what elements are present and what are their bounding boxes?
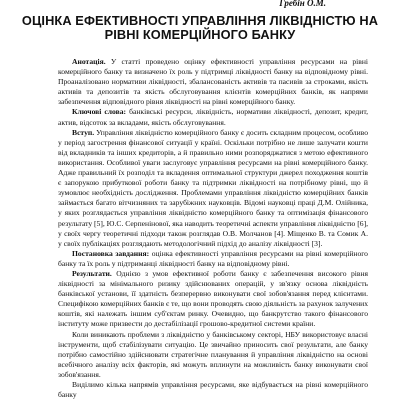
paragraph-text: банківські ресурси, ліквідність, нормативи ліквідності, депозит, кредит, актив, відсоток за вкладами, якість обслуговування. [58, 107, 368, 127]
paragraph-text: Однією з умов ефективної роботи банку є забезпечення високого рівня ліквідності за мінімального ризику здійснюваних операцій, у зв'язку основа ліквідність банківської установи, її здатність безперервно виконувати свої зобов'язання перед клієнтами. Специфікою комерційних банків є те, що вони проводять свою діяльність за рахунок залучених коштів, які належать іншим суб'єктам ринку. Очевидно, що банкрутство такого фінансового інституту може призвести до дестабілізації грошово-кредитної системи країни. [58, 268, 368, 329]
paragraph-lead: Постановка завдання: [72, 248, 150, 258]
paragraph-text: У статті проведено оцінку ефективності управління ресурсами на рівні комерційного банку та визначено їх роль у підтримці ліквідності банку на відповідному рівні. Проаналізовано нормативи ліквідності, збалансованість активів та пасивів за строками, якість активів та депозитів та якість обслуговування клієнтів комерційних банків, як напрями забезпечення відповідного рівня ліквідності на рівні комерційного банку. [58, 57, 368, 107]
abstract-paragraph [58, 57, 368, 107]
article-body [58, 57, 368, 400]
intro-paragraph [58, 128, 368, 249]
paragraph-text: Коли виникають проблеми з ліквідністю у банківському секторі, НБУ використовує власні інструменти, щоб стабілізувати ситуацію. Це звичайно приносить свої результати, але банку потрібно самостійно здійснювати стратегічне планування й управління ліквідністю на основі всебічного аналізу всіх факторів, які можуть вплинути на можливість банку виконувати свої зобов'язання. [58, 329, 368, 379]
results-paragraph [58, 269, 368, 330]
body-paragraph [58, 380, 368, 400]
keywords-paragraph [58, 107, 368, 127]
paragraph-text: Управління ліквідністю комерційного банку є досить складним процесом, особливо у період загострення фінансової ситуації у країні. Оскільки потрібно не лише залучати кошти від вкладників та інших кредиторів, а й правильно ними розпоряджатися з метою ефективного використання. Особливої уваги заслуговує управління ресурсами на рівні комерційного банку. Адже правильний їх розподіл та вкладення оптимальної структури джерел походження коштів є запорукою прибуткової роботи банку та підтримки ліквідності на потрібному рівні, що й зумовлює необхідність дослідження. Проблемами управління ліквідністю комерційних банків займається багато вітчизняних та зарубіжних науковців. Відомі науковці праці Д.М. Олійника, у яких розглядається управління ліквідністю комерційного банку та оптимізація фінансового результату [5], Ю.С. Серпенінової, яка наводить теоретичні аспекти управління ліквідністю [6], у своїх чергу теоретичні підходи також розглядав О.В. Молчанов [4]. Міщенко В. та Сомик А. у своїх публікаціях розглядають методологічний підхід до аналізу ліквідності [3]. [58, 127, 369, 248]
paragraph-lead: Вступ. [72, 127, 95, 137]
author-name: Гребін О.М. [279, 0, 326, 8]
task-paragraph [58, 249, 368, 269]
body-paragraph [58, 330, 368, 380]
paragraph-lead: Результати. [72, 268, 112, 278]
article-title: ОЦІНКА ЕФЕКТИВНОСТІ УПРАВЛІННЯ ЛІКВІДНІСТЮ НА РІВНІ КОМЕРЦІЙНОГО БАНКУ [21, 13, 379, 42]
paragraph-text: оцінка ефективності управління ресурсами на рівні комерційного банку та їх роль у підтриманці ліквідності банку на відповідному рівні. [58, 248, 368, 268]
paragraph-lead: Ключові слова: [72, 107, 127, 117]
paragraph-lead: Анотація. [72, 57, 106, 66]
paragraph-text: Виділимо кілька напрямів управління ресурсами, яке відбувається на рівні комерційного банку [58, 380, 368, 400]
